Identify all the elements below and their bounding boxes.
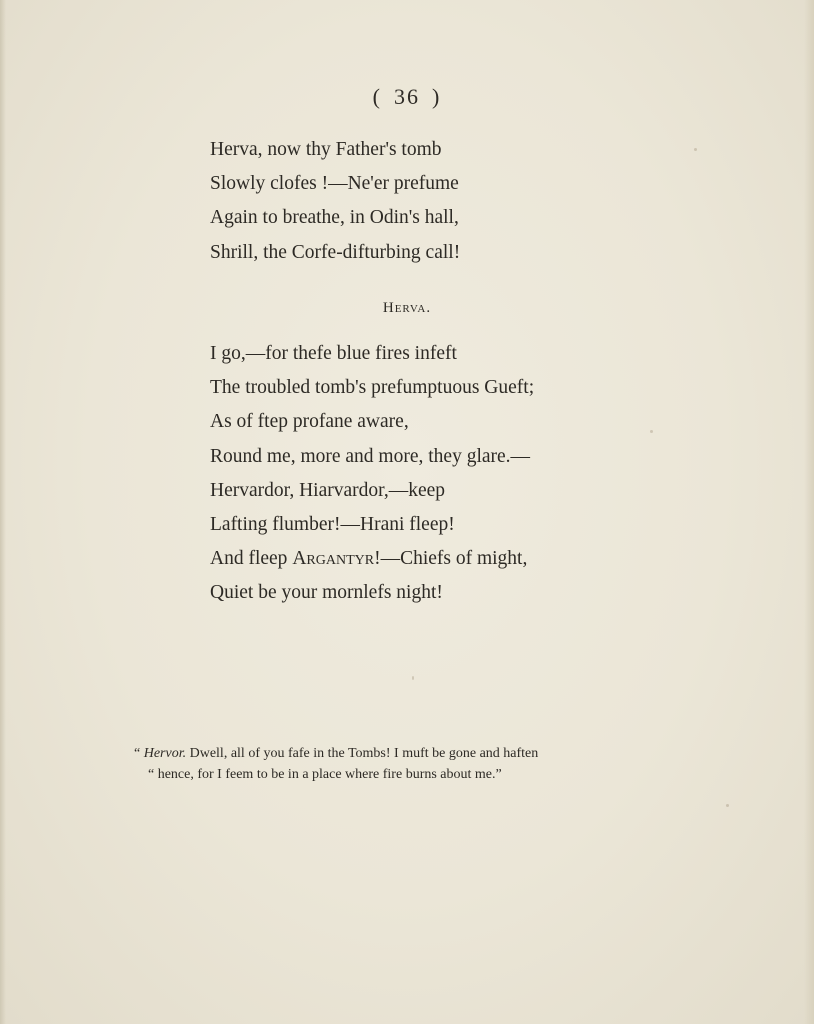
page-number-value: 36 [394,84,420,109]
verse-line: I go,—for thefe blue fires infeft [210,343,457,364]
page-edge-shadow-left [0,0,6,1024]
verse-line: Round me, more and more, they glare.— [210,445,531,467]
footnote-speaker: Hervor. [143,746,187,761]
verse-fragment: !—Chiefs of might, [374,548,528,570]
footnote-quote: “ [134,746,144,761]
verse-line: Hervardor, Hiarvardor,—keep [210,479,446,501]
verse-line [210,542,670,576]
stanza-2 [210,337,670,611]
verse-line: Again to breathe, in Odin's hall, [210,207,459,229]
foxing-speck [726,804,729,807]
verse-line: The troubled tomb's prefumptuous Gueft; [210,377,535,399]
verse-fragment: And fleep [210,548,293,570]
page-number-close-paren: ) [432,84,442,109]
verse-line: Quiet be your mornlefs night! [210,582,443,604]
foxing-speck [412,676,414,680]
foxing-speck [694,148,697,151]
page-number [0,84,814,110]
verse-line: Herva, now thy Father's tomb [210,139,442,160]
page-number-open-paren: ( [372,84,382,109]
speaker-heading: Herva. [382,300,432,316]
footnote-line [134,743,694,764]
verse-line: Shrill, the Corfe-difturbing call! [210,241,461,263]
verse-line: Lafting flumber!—Hrani fleep! [210,513,455,535]
verse-line: As of ftep profane aware, [210,411,409,433]
footnote-text: Dwell, all of you fafe in the Tombs! I muft be gone and haften [186,746,539,761]
page-edge-shadow-right [804,0,814,1024]
verse-line: Slowly clofes !—Ne'er prefume [210,173,459,195]
proper-name-argantyr: Argantyr [292,548,375,570]
footnote-line: “ hence, for I feem to be in a place where fire burns about me.” [148,767,502,782]
footnote [134,743,694,785]
stanza-1 [210,133,670,270]
